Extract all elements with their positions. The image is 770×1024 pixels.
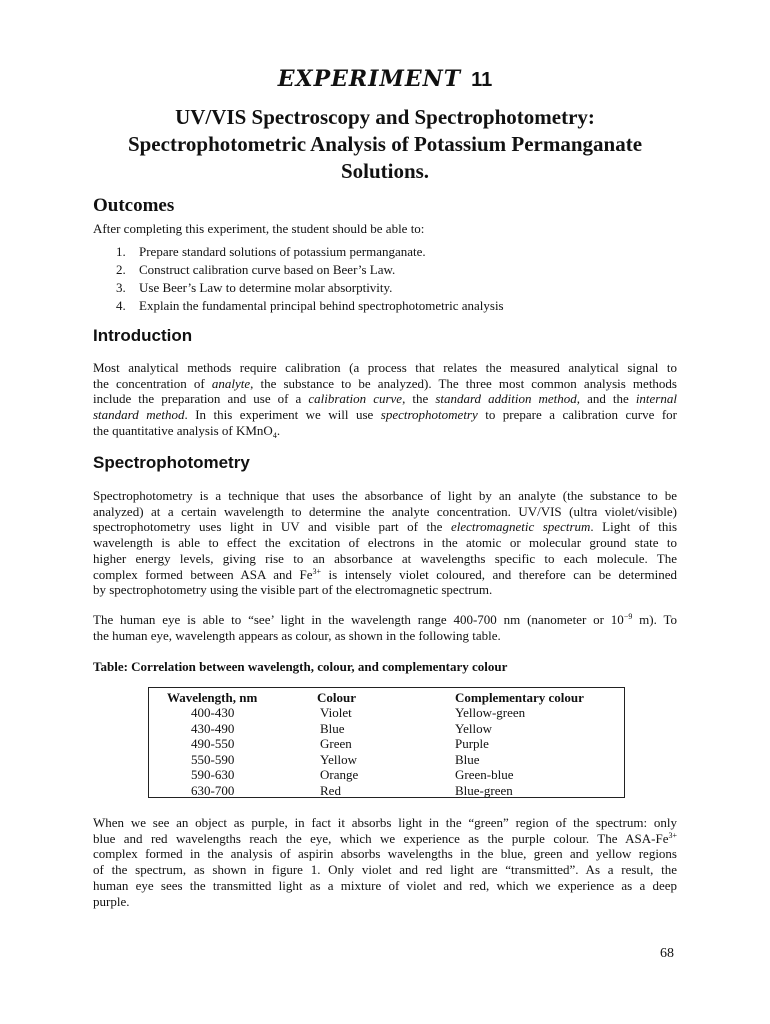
table-header: Wavelength, nm — [167, 690, 258, 705]
spectrophotometry-paragraph: Spectrophotometry is a technique that uses the absorbance of light by an analyte (the substance to be analyzed) at a certain wavelength to determine the analyte concentration. UV/VIS (ultra violet/visible) spectrophotometry uses light in UV and visible part of the electromagnetic spectrum. Light of this wavelength is able to effect the excitation of electrons in the atomic or molecular ground state to higher energy levels, giving rise to an absorbance at wavelengths specific to each molecule. The complex formed between ASA and $Fe^{3+}$ is intensely violet coloured, and therefore can be determined by spectrophotometry using the visible part of the electromagnetic spectrum. — [93, 488, 678, 598]
list-item: 4. Explain the fundamental principal behind spectrophotometric analysis — [116, 298, 504, 313]
list-item: 3. Use Beer’s Law to determine molar absorptivity. — [116, 280, 393, 295]
page-title — [80, 104, 690, 185]
experiment-heading — [0, 66, 770, 92]
outcomes-list — [116, 243, 504, 315]
list-item: 1. Prepare standard solutions of potassium permanganate. — [116, 244, 426, 259]
table-header: Colour — [317, 690, 356, 705]
table-caption: Table: Correlation between wavelength, colour, and complementary colour — [93, 659, 508, 674]
table-row: 400-430 Violet Yellow-green — [191, 705, 526, 720]
table-row: 590-630 Orange Green-blue — [191, 767, 514, 782]
table-header: Complementary colour — [455, 690, 584, 705]
table-row: 630-700 Red Blue-green — [191, 782, 513, 798]
title-line: Solutions. — [340, 159, 430, 183]
outcomes-heading: Outcomes — [93, 195, 175, 216]
list-item: 2. Construct calibration curve based on Beer’s Law. — [116, 262, 396, 277]
table-row: 430-490 Blue Yellow — [191, 720, 492, 736]
wavelength-paragraph: The human eye is able to “see’ light in the wavelength range 400-700 nm (nanometer or $10^{-9}$ m). To the human eye, wavelength appears as colour, as shown in the following table. — [93, 612, 677, 643]
closing-paragraph: When we see an object as purple, in fact it absorbs light in the “green” region of the spectrum: only blue and red wavelengths reach the eye, which we experience as the purple colour. The ASA-$Fe^{3+}$ complex formed in the analysis of aspirin absorbs wavelengths in the blue, green and yellow regions of the spectrum, as shown in figure 1. Only violet and red light are “transmitted”. As a result, the human eye sees the transmitted light as a mixture of violet and red, which we experience as a deep purple. — [93, 815, 677, 909]
experiment-number: 11 — [471, 69, 493, 91]
title-line: UV/VIS Spectroscopy and Spectrophotometry: — [175, 105, 595, 129]
page-number: 68 — [660, 946, 674, 961]
experiment-word: EXPERIMENT — [277, 66, 462, 92]
spectrophotometry-heading: Spectrophotometry — [93, 453, 250, 472]
outcomes-intro: After completing this experiment, the student should be able to: — [93, 221, 425, 236]
table-header-row — [149, 690, 624, 705]
colour-table — [148, 687, 625, 798]
title-line: Spectrophotometric Analysis of Potassium Permanganate — [127, 132, 643, 156]
introduction-heading: Introduction — [93, 326, 193, 345]
table-row: 490-550 Green Purple — [191, 736, 489, 751]
table-row: 550-590 Yellow Blue — [191, 751, 480, 767]
introduction-paragraph: Most analytical methods require calibration (a process that relates the measured analytical signal to the concentration of analyte, the substance to be analyzed). The three most common analysis methods include the preparation and use of a calibration curve, the standard addition method, and the internal standard method. In this experiment we will use spectrophotometry to prepare a calibration curve for the quantitative analysis of KMnO$_4$. — [93, 360, 677, 440]
